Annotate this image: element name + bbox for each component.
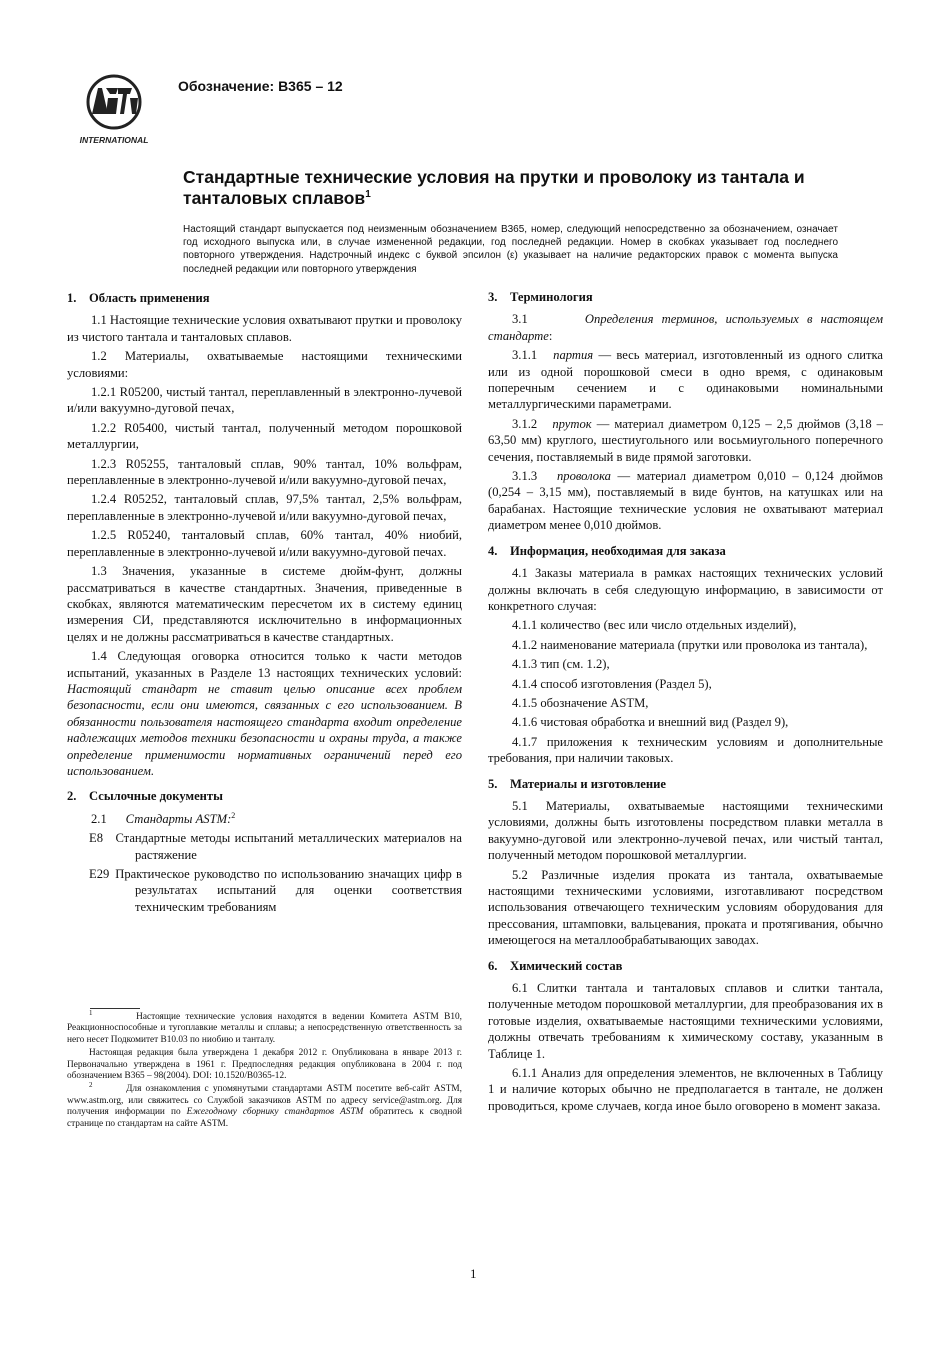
section-terminology xyxy=(488,289,883,534)
reference-e8: E8 Стандартные методы испытаний металлических материалов на растяжение xyxy=(89,831,462,862)
section-references xyxy=(67,788,462,915)
paragraph: 6.1.1 Анализ для определения элементов, не включенных в Таблицу 1 и наличие которых обычно не предполагается в тантале, не должен проводиться, кроме случаев, когда иное было оговорено в момент заказа. xyxy=(488,1066,883,1113)
list-item: 4.1.5 обозначение ASTM, xyxy=(512,695,649,710)
section-heading: 2. Ссылочные документы xyxy=(67,789,223,804)
list-item: 4.1.1 количество (вес или число отдельных изделий), xyxy=(512,618,797,633)
list-item: 4.1.3 тип (см. 1.2), xyxy=(512,657,610,672)
designation-note: Настоящий стандарт выпускается под неизменным обозначением B365, номер, следующий непосредственно за обозначением, означает год исходного выпуска или, в случае измененной редакции, год последней редакции. Номер в скобках указывает год последнего повторного утверждения. Надстрочный индекс с буквой эпсилон (ε) указывает на наличие редакторских правок с момента выпуска последней редакции или повторного утверждения xyxy=(183,224,838,275)
paragraph: 1.3 Значения, указанные в системе дюйм-фунт, должны рассматриваться в качестве стандартных. Значения, приведенные в скобках, являются математическим пересчетом их в систему единиц измерения СИ, представляются исключительно в информационных целях и не должны рассматриваться в качестве стандартных. xyxy=(67,564,462,644)
astm-logo xyxy=(72,72,156,148)
reference-e29: E29 Практическое руководство по использованию значащих цифр в результатах испытаний для оценки соответствия техническим требованиям xyxy=(89,867,462,914)
page-number: 1 xyxy=(470,1266,477,1281)
section-scope xyxy=(67,290,462,779)
paragraph-safety: 1.4 Следующая оговорка относится только к части методов испытаний, указанных в Разделе 13 настоящих технических условий: Настоящий стандарт не ставит целью описание всех проблем безопасности, если они имеются, связанных с его использованием. В обязанности пользователя настоящего стандарта входит определение надлежащих методов техники безопасности и охраны труда, а также определение применимости нормативных ограничений перед его использованием. xyxy=(67,649,462,778)
designation-label: Обозначение: B365 xyxy=(178,78,312,94)
definition-bar: 3.1.2 пруток — материал диаметром 0,125 – 2,5 дюймов (3,18 – 63,50 мм) круглого, шестиугольного или восьмиугольного поперечного сечения, поставляемый в виде прямой заготовки. xyxy=(488,416,883,464)
definition-wire: 3.1.3 проволока — материал диаметром 0,010 – 0,124 дюймов (0,254 – 3,15 мм), поставляемый в виде бунтов, на катушках или на барабанах. Настоящие технические условия не охватывают материал диаметром менее 0,010 дюймов. xyxy=(488,469,883,533)
paragraph: 2.1 Стандарты ASTM:$^2$ xyxy=(91,810,236,826)
footnote-divider xyxy=(90,1008,140,1009)
paragraph: 1.2.4 R05252, танталовый сплав, 97,5% тантал, 2,5% вольфрам, переплавленные в электронно-лучевой и/или вакуумно-дуговой печах, xyxy=(67,492,462,523)
paragraph: 1.2.3 R05255, танталовый сплав, 90% тантал, 10% вольфрам, переплавленные в электронно-лучевой и/или вакуумно-дуговой печах, xyxy=(67,456,462,488)
paragraph: 1.1 Настоящие технические условия охватывают прутки и проволоку из чистого тантала и танталовых сплавов. xyxy=(67,313,463,344)
designation xyxy=(178,78,343,94)
definition-lot: 3.1.1 партия — весь материал, изготовленный из одного слитка или из одной порошковой смеси в одно время, с одинаковым поперечным сечением и с одинаковыми номинальными металлургическими параметрами. xyxy=(488,348,883,412)
footnote-2: $^2$ Для ознакомления с упомянутыми стандартами ASTM посетите веб-сайт ASTM, www.astm.org, или свяжитесь со Службой заказчиков ASTM по адресу service@astm.org. Для получения информации по Ежегодному сборнику стандартов ASTM обратитесь к сводной странице по стандартам на сайте ASTM. xyxy=(67,1081,463,1129)
footnote-1: $^1$ Настоящие технические условия находятся в ведении Комитета ASTM B10, Реакционноспособные и тугоплавкие металлы и сплавы; а непосредственную ответственность за него несет Подкомитет B10.03 по ниобию и танталу. xyxy=(67,1008,462,1045)
section-heading: 6. Химический состав xyxy=(488,958,623,973)
logo-caption: INTERNATIONAL xyxy=(79,135,149,145)
list-item: 4.1.6 чистовая обработка и внешний вид (Раздел 9), xyxy=(512,715,789,730)
paragraph: 1.2.1 R05200, чистый тантал, переплавленный в электронно-лучевой и/или вакуумно-дуговой печах, xyxy=(67,385,462,416)
list-item: 4.1.4 способ изготовления (Раздел 5), xyxy=(512,676,712,691)
section-chemistry xyxy=(488,958,883,1115)
paragraph: 1.2.2 R05400, чистый тантал, полученный методом порошковой металлургии, xyxy=(67,420,462,452)
right-column xyxy=(488,289,883,1123)
footnote-1-approval: Настоящая редакция была утверждена 1 декабря 2012 г. Опубликована в январе 2013 г. Первоначально утверждена в 1961 г. Предпоследняя редакция опубликована в 2004 г. под обозначением B365 – 98(2004). DOI: 10.1520/B0365-12. xyxy=(67,1048,462,1082)
section-heading: 3. Терминология xyxy=(488,290,593,304)
list-item: 4.1.7 приложения к техническим условиям и дополнительные требования, при наличии таковых. xyxy=(488,734,883,766)
paragraph: 3.1 Определения терминов, используемых в настоящем стандарте: xyxy=(488,312,883,343)
section-heading: 1. Область применения xyxy=(67,291,210,305)
designation-year: – 12 xyxy=(315,78,343,94)
paragraph: 1.2 Материалы, охватываемые настоящими техническими условиями: xyxy=(67,349,462,380)
paragraph: 1.2.5 R05240, танталовый сплав, 60% тантал, 40% ниобий, переплавленные в электронно-лучевой и/или вакуумно-дуговой печах. xyxy=(67,528,462,559)
footnotes xyxy=(67,1008,463,1132)
section-ordering xyxy=(488,543,883,767)
paragraph: 4.1 Заказы материала в рамках настоящих технических условий должны включать в себя следующую информацию, в зависимости от конкретного случая: xyxy=(488,566,883,613)
left-column xyxy=(67,290,462,924)
section-heading: 4. Информация, необходимая для заказа xyxy=(488,543,726,558)
paragraph: 5.1 Материалы, охватываемые настоящими техническими условиями, должны быть изготовлены посредством плавки металла в вакуумно-дуговой или электронно-лучевой печах, или чистый тантал, полученный методом порошковой металлургии. xyxy=(488,798,883,863)
document-title xyxy=(183,167,843,209)
paragraph: 5.2 Различные изделия проката из тантала, охватываемые настоящими техническими условиями, изготавливают посредством использования отвечающего техническим условиям оборудования для прессования, штамповки, вальцевания, проката и протягивания, обычно имеющегося на металлообрабатывающих заводах. xyxy=(488,867,883,948)
title-footnote-mark: 1 xyxy=(365,189,371,201)
paragraph: 6.1 Слитки тантала и танталовых сплавов и слитки тантала, полученные методом порошковой металлургии, для преобразования их в готовые изделия, охватываемые настоящими техническими условиями, должны отвечать требованиям к химическому составу, указанным в Таблице 1. xyxy=(488,981,883,1061)
section-heading: 5. Материалы и изготовление xyxy=(488,776,667,791)
list-item: 4.1.2 наименование материала (прутки или проволока из тантала), xyxy=(512,637,868,652)
title-text: Стандартные технические условия на прутки и проволоку из тантала и танталовых сплавов xyxy=(183,167,805,208)
section-materials xyxy=(488,776,883,949)
